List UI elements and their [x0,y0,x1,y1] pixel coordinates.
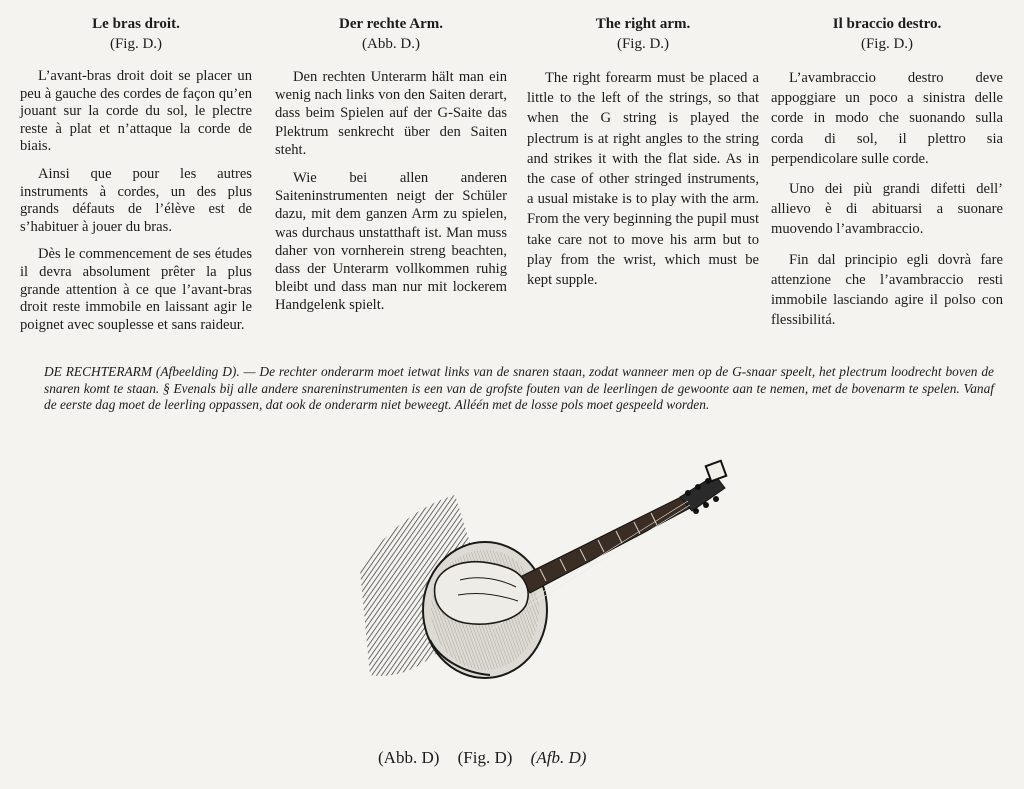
paragraph: Ainsi que pour les autres instruments à cordes, un des plus grands défauts de l’élève est de s’habituer à jouer du bras. [20,165,252,235]
mandolin-illustration [340,455,740,685]
paragraph: Uno dei più grandi difetti dell’ allievo è di abituarsi a suonare muovendo l’avambraccio. [771,181,1003,238]
caption-dutch: (Afb. D) [530,748,587,767]
column-italian [771,14,1003,340]
column-french [20,14,252,344]
column-title: Le bras droit. [92,16,180,32]
paragraph: The right forearm must be placed a little to the left of the strings, so that when the G string is played the plectrum is at right angles to the string and strikes it with the flat side. As in the case of other stringed instruments, a usual mistake is to play with the arm. From the very beginning the pupil must take care not to move his arm but to play from the wrist, which must be kept supple. [527,70,759,289]
dutch-paragraph [44,364,994,414]
dutch-heading: DE RECHTERARM [44,364,153,379]
column-german [275,14,507,325]
column-title: Il braccio destro. [832,16,942,32]
dutch-text: — De rechter onderarm moet ietwat links van de snaren staan, zodat wanneer men op de G-snaar speelt, het plectrum loodrecht boven de snaren komt te staan. § Evenals bij alle andere snareninstrumenten is een van de grofste fouten van de leerlingen de gewoonte aan te nemen, met de bovenarm te spelen. Vanaf de eerste dag moet de leerling oppassen, dat ook de onderarm niet beweegt. Alléén met de losse pols moet gespeeld worden. [44,364,994,413]
figure-reference: (Abb. D.) [362,36,420,52]
figure-caption [378,748,600,768]
paragraph: L’avant-bras droit doit se placer un peu à gauche des cordes de façon qu’en jouant sur la corde du sol, le plectre reste à plat et n’attaque la corde de biais. [20,68,252,155]
figure-reference: (Fig. D.) [109,36,163,52]
column-title: The right arm. [595,16,691,32]
dutch-figure-reference: (Afbeelding D). [155,364,240,379]
caption-german: (Abb. D) [378,748,440,767]
paragraph: Dès le commencement de ses études il devra absolument prêter la plus grande attention à ce que l’avant-bras droit reste immobile en laissant agir le poignet avec souplesse et sans raideur. [20,246,252,333]
paragraph: L’avambraccio destro deve appoggiare un poco a sinistra delle corde in modo che suonando sulla corda di sol, il plettro sia perpendicolare sulle corde. [771,70,1003,167]
column-title: Der rechte Arm. [339,16,443,32]
paragraph: Fin dal principio egli dovrà fare attenzione che l’avambraccio resti immobile lasciando agire il polso con flessibilitá. [771,251,1003,329]
caption-french: (Fig. D) [457,748,513,767]
figure-reference: (Fig. D.) [616,36,670,52]
column-english [527,14,759,300]
paragraph: Den rechten Unterarm hält man ein wenig nach links von den Saiten derart, dass beim Spielen auf der G-Saite das Plektrum senkrecht über den Saiten steht. [275,69,507,158]
figure-reference: (Fig. D.) [860,36,914,52]
paragraph: Wie bei allen anderen Saiteninstrumenten neigt der Schüler dazu, mit dem ganzen Arm zu spielen, was durchaus unstatthaft ist. Man muss daher von vornherein streng beachten, dass der Unterarm vollkommen ruhig bleibt und dass man nur mit lockerem Handgelenk spielt. [275,170,507,314]
